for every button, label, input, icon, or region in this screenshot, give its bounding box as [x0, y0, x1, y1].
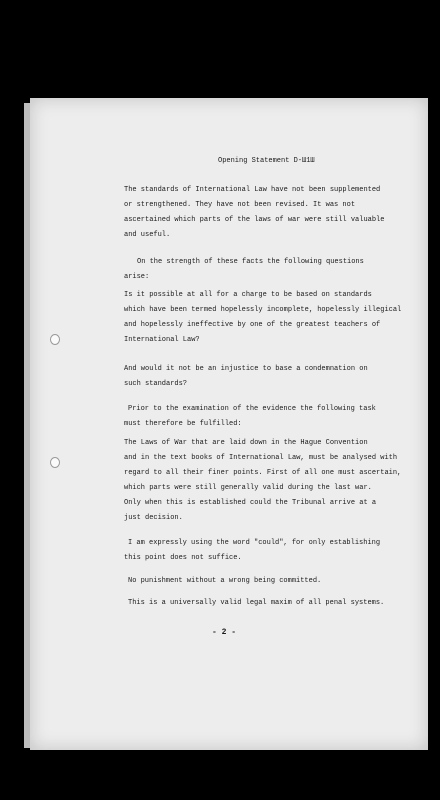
- body-line: which have been termed hopelessly incomplete, hopelessly illegical: [124, 306, 402, 314]
- body-line: and in the text books of International Law, must be analysed with: [124, 454, 398, 462]
- body-line: regard to all their finer points. First of all one must ascertain,: [124, 469, 402, 477]
- body-line: and useful.: [124, 231, 171, 239]
- body-line: just decision.: [124, 514, 183, 522]
- body-line: or strengthened. They have not been revised. It was not: [124, 201, 356, 209]
- body-line: such standards?: [124, 380, 188, 388]
- body-line: The Laws of War that are laid down in the Hague Convention: [124, 439, 368, 447]
- body-line: which parts were still generally valid during the last war.: [124, 484, 372, 492]
- body-line: Is it possible at all for a charge to be based on standards: [124, 291, 372, 299]
- punch-hole-upper: [50, 334, 60, 345]
- body-line: On the strength of these facts the following questions: [137, 258, 364, 266]
- body-line: ascertained which parts of the laws of war were still valuable: [124, 216, 385, 224]
- page-header: Opening Statement D-Ш1Ш: [218, 157, 315, 165]
- body-line: And would it not be an injustice to base a condemnation on: [124, 365, 368, 373]
- body-line: arise:: [124, 273, 150, 281]
- body-line: and hopelessly ineffective by one of the greatest teachers of: [124, 321, 381, 329]
- body-line: must therefore be fulfilled:: [124, 420, 242, 428]
- body-line: I am expressly using the word "could", for only establishing: [128, 539, 381, 547]
- punch-hole-lower: [50, 457, 60, 468]
- body-line: Prior to the examination of the evidence the following task: [128, 405, 376, 413]
- body-line: The standards of International Law have not been supplemented: [124, 186, 381, 194]
- page-number: - 2 -: [212, 628, 237, 637]
- body-line: International Law?: [124, 336, 200, 344]
- body-line: this point does not suffice.: [124, 554, 242, 562]
- body-line: No punishment without a wrong being committed.: [128, 577, 322, 585]
- body-line: Only when this is established could the Tribunal arrive at a: [124, 499, 377, 507]
- body-line: This is a universally valid legal maxim of all penal systems.: [128, 599, 385, 607]
